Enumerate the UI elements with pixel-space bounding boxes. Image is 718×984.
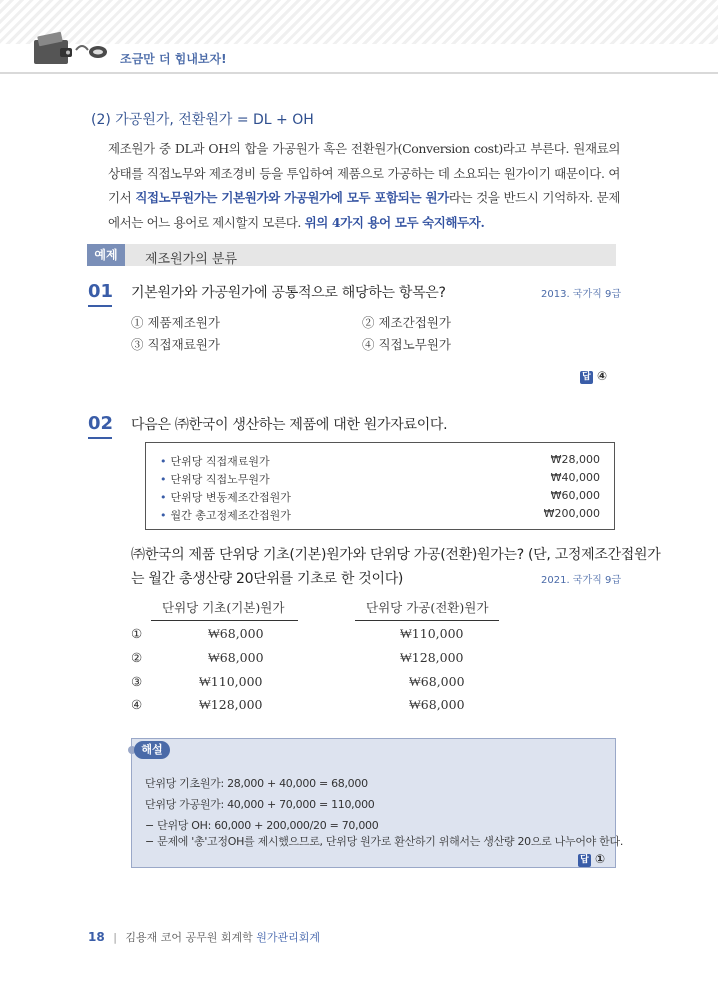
table-cell: ₩68,000 xyxy=(409,674,465,689)
solution-line: 단위당 가공원가: 40,000 + 70,000 = 110,000 xyxy=(145,798,375,811)
table-header: 단위당 가공(전환)원가 xyxy=(366,600,489,615)
data-row xyxy=(160,507,600,523)
paragraph-text: 라는 것을 반드시 기억하자. 문제에서는 어느 용어로 제시할지 모른다. xyxy=(108,190,620,230)
book-title: 김용재 코어 공무원 회계학 xyxy=(125,931,253,944)
table-header: 단위당 기초(기본)원가 xyxy=(162,600,285,615)
page-number: 18 xyxy=(88,930,105,944)
answer-value: ④ xyxy=(597,369,608,383)
wallet-icon xyxy=(32,30,112,66)
table-cell: ₩128,000 xyxy=(199,697,263,712)
paragraph-text: 제조원가 중 DL과 OH의 합을 가공원가 혹은 전환원가(Conversion cost)라고 부른다. 원재료의 상태를 직접노무와 제조경비 등을 투입하여 제품으로 가공하는 데 소요되는 원가이기 때문이다. 여기서 xyxy=(108,141,620,205)
question-number: 02 xyxy=(88,413,114,434)
solution-tag: 해설 xyxy=(134,741,170,759)
question-number-underline xyxy=(88,437,112,439)
solution-line: − 단위당 OH: 60,000 + 200,000/20 = 70,000 xyxy=(145,819,379,832)
example-title: 제조원가의 분류 xyxy=(145,252,238,267)
bullet: • xyxy=(160,473,167,486)
example-tag: 예제 xyxy=(87,244,125,266)
answer xyxy=(578,852,605,867)
question-source: 2021. 국가직 9급 xyxy=(541,575,621,586)
question-line: 는 월간 총생산량 20단위를 기초로 한 것이다) xyxy=(131,571,404,587)
question-source: 2013. 국가직 9급 xyxy=(541,289,621,300)
question-line: ㈜한국의 제품 단위당 기초(기본)원가와 단위당 가공(전환)원가는? (단, 고정제조간접원가 xyxy=(131,547,661,563)
section-paragraph xyxy=(108,137,620,235)
bullet: • xyxy=(160,491,167,504)
answer-label: 답 xyxy=(578,854,591,867)
question-text: 기본원가와 가공원가에 공통적으로 해당하는 항목은? xyxy=(131,285,446,301)
data-row xyxy=(160,489,600,505)
data-label: 단위당 직접노무원가 xyxy=(170,473,270,486)
question-text: 다음은 ㈜한국이 생산하는 제품에 대한 원가자료이다. xyxy=(131,417,448,433)
question-number-underline xyxy=(88,305,112,307)
option: ② 제조간접원가 xyxy=(362,315,451,330)
header-title: 조금만 더 힘내보자! xyxy=(120,52,227,66)
header-divider xyxy=(0,72,718,74)
table-row-num: ② xyxy=(131,650,143,665)
table-row-num: ① xyxy=(131,626,143,641)
option: ④ 직접노무원가 xyxy=(362,337,451,352)
table-cell: ₩110,000 xyxy=(199,674,263,689)
answer xyxy=(580,369,607,384)
table-row-num: ③ xyxy=(131,674,143,689)
footer-separator: | xyxy=(113,931,117,944)
option: ③ 직접재료원가 xyxy=(131,337,220,352)
section-title: (2) 가공원가, 전환원가 = DL + OH xyxy=(91,112,314,128)
table-cell: ₩110,000 xyxy=(400,626,464,641)
data-row xyxy=(160,453,600,469)
table-cell: ₩68,000 xyxy=(409,697,465,712)
question-number: 01 xyxy=(88,281,114,302)
data-label: 단위당 변동제조간접원가 xyxy=(170,491,291,504)
page-footer xyxy=(88,929,320,945)
table-header-line xyxy=(151,620,298,621)
data-value: ₩200,000 xyxy=(543,507,600,520)
data-row xyxy=(160,471,600,487)
data-label: 월간 총고정제조간접원가 xyxy=(170,509,291,522)
paragraph-highlight: 위의 4가지 용어 모두 숙지해두자. xyxy=(304,214,485,230)
data-value: ₩28,000 xyxy=(550,453,600,466)
solution-line: 단위당 기초원가: 28,000 + 40,000 = 68,000 xyxy=(145,777,368,790)
bullet: • xyxy=(160,455,167,468)
solution-line: − 문제에 '총'고정OH를 제시했으므로, 단위당 원가로 환산하기 위해서는 생산량 20으로 나누어야 한다. xyxy=(145,835,624,848)
table-header-line xyxy=(355,620,499,621)
data-value: ₩60,000 xyxy=(550,489,600,502)
page-header xyxy=(0,0,718,72)
table-row-num: ④ xyxy=(131,697,143,712)
cost-data-box xyxy=(145,442,615,530)
option: ① 제품제조원가 xyxy=(131,315,220,330)
data-value: ₩40,000 xyxy=(550,471,600,484)
table-cell: ₩68,000 xyxy=(208,626,264,641)
bullet: • xyxy=(160,509,167,522)
answer-value: ① xyxy=(595,852,606,866)
table-cell: ₩68,000 xyxy=(208,650,264,665)
answer-label: 답 xyxy=(580,371,593,384)
data-label: 단위당 직접재료원가 xyxy=(170,455,270,468)
paragraph-highlight: 직접노무원가는 기본원가와 가공원가에 모두 포함되는 원가 xyxy=(135,190,449,205)
table-cell: ₩128,000 xyxy=(400,650,464,665)
chapter-title: 원가관리회계 xyxy=(256,931,321,944)
